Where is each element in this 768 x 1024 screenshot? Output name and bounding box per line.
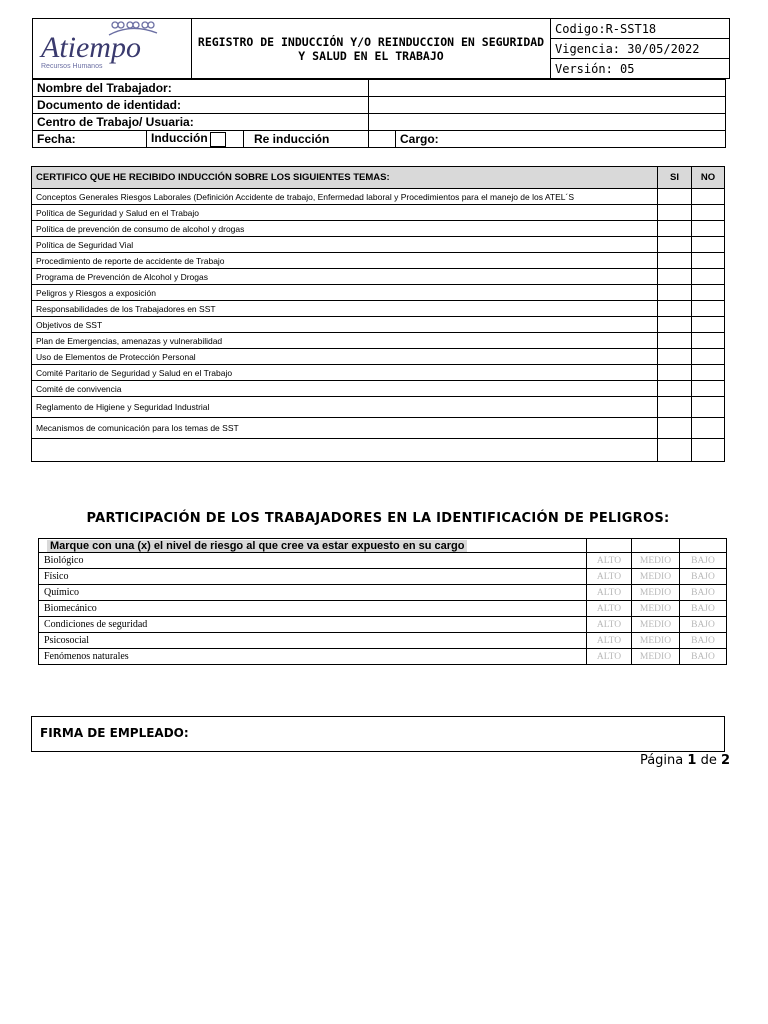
page-current: 1	[687, 753, 697, 768]
induction-checkbox[interactable]	[210, 132, 226, 147]
level-medium-option[interactable]: MEDIO	[632, 553, 680, 569]
logo-wordmark: Atiempo	[41, 31, 141, 64]
topic-yes-cell[interactable]	[658, 333, 692, 349]
topic-item: Reglamento de Higiene y Seguridad Industrial	[32, 397, 658, 418]
logo-cell	[33, 19, 192, 79]
participation-title: PARTICIPACIÓN DE LOS TRABAJADORES EN LA IDENTIFICACIÓN DE PELIGROS:	[86, 511, 670, 526]
topic-no-cell[interactable]	[692, 301, 725, 317]
logo-subtitle: Recursos Humanos	[41, 63, 103, 70]
page-separator: de	[700, 753, 717, 768]
level-high-option[interactable]: ALTO	[587, 633, 632, 649]
level-high-option[interactable]: ALTO	[587, 601, 632, 617]
topic-item: Uso de Elementos de Protección Personal	[32, 349, 658, 365]
topic-item: Comité de convivencia	[32, 381, 658, 397]
position-cell[interactable]	[396, 131, 726, 148]
topic-no-cell[interactable]	[692, 221, 725, 237]
level-medium-option[interactable]: MEDIO	[632, 569, 680, 585]
level-low-option[interactable]: BAJO	[680, 617, 727, 633]
topic-no-cell[interactable]	[692, 439, 725, 462]
document-code: Codigo:R-SST18	[551, 19, 730, 39]
risk-item: Biomecánico	[39, 601, 587, 617]
atiempo-logo	[33, 19, 189, 73]
document-title: REGISTRO DE INDUCCIÓN Y/O REINDUCCION EN SEGURIDAD Y SALUD EN EL TRABAJO	[192, 19, 551, 79]
topic-item: Programa de Prevención de Alcohol y Drogas	[32, 269, 658, 285]
topic-item: Peligros y Riesgos a exposición	[32, 285, 658, 301]
risk-instruction: Marque con una (x) el nivel de riesgo al que cree va estar expuesto en su cargo	[47, 540, 467, 552]
topic-item: Procedimiento de reporte de accidente de Trabajo	[32, 253, 658, 269]
page-total: 2	[720, 753, 730, 768]
topic-yes-cell[interactable]	[658, 365, 692, 381]
document-validity: Vigencia: 30/05/2022	[551, 39, 730, 59]
no-column-header: NO	[692, 167, 725, 189]
level-low-option[interactable]: BAJO	[680, 553, 727, 569]
topic-no-cell[interactable]	[692, 269, 725, 285]
topic-no-cell[interactable]	[692, 237, 725, 253]
topic-no-cell[interactable]	[692, 365, 725, 381]
topic-no-cell[interactable]	[692, 285, 725, 301]
topic-yes-cell[interactable]	[658, 301, 692, 317]
level-high-option[interactable]: ALTO	[587, 569, 632, 585]
topic-yes-cell[interactable]	[658, 439, 692, 462]
topic-yes-cell[interactable]	[658, 269, 692, 285]
topic-no-cell[interactable]	[692, 253, 725, 269]
level-medium-option[interactable]: MEDIO	[632, 617, 680, 633]
topic-item: Comité Paritario de Seguridad y Salud en el Trabajo	[32, 365, 658, 381]
topic-yes-cell[interactable]	[658, 285, 692, 301]
topic-no-cell[interactable]	[692, 397, 725, 418]
topic-yes-cell[interactable]	[658, 381, 692, 397]
topic-no-cell[interactable]	[692, 349, 725, 365]
topic-item: Conceptos Generales Riesgos Laborales (Definición Accidente de trabajo, Enfermedad laboral y Procedimientos para el manejo de los ATEL´S	[32, 189, 658, 205]
topic-item: Mecanismos de comunicación para los temas de SST	[32, 418, 658, 439]
topic-yes-cell[interactable]	[658, 189, 692, 205]
signature-box[interactable]	[31, 716, 725, 752]
level-low-option[interactable]: BAJO	[680, 649, 727, 665]
level-medium-option[interactable]: MEDIO	[632, 585, 680, 601]
worker-name-label: Nombre del Trabajador:	[33, 80, 369, 97]
topic-yes-cell[interactable]	[658, 253, 692, 269]
topic-no-cell[interactable]	[692, 189, 725, 205]
topics-table	[31, 166, 725, 462]
signature-label: FIRMA DE EMPLEADO:	[40, 726, 189, 740]
level-high-option[interactable]: ALTO	[587, 553, 632, 569]
topic-yes-cell[interactable]	[658, 317, 692, 333]
topic-no-cell[interactable]	[692, 333, 725, 349]
level-low-option[interactable]: BAJO	[680, 585, 727, 601]
document-header	[32, 18, 730, 79]
yes-column-header: SI	[658, 167, 692, 189]
topic-item: Objetivos de SST	[32, 317, 658, 333]
topic-item: Política de Seguridad y Salud en el Trabajo	[32, 205, 658, 221]
level-header-empty	[632, 539, 680, 553]
workplace-label: Centro de Trabajo/ Usuaria:	[33, 114, 369, 131]
level-medium-option[interactable]: MEDIO	[632, 633, 680, 649]
topic-item: Responsabilidades de los Trabajadores en SST	[32, 301, 658, 317]
level-high-option[interactable]: ALTO	[587, 617, 632, 633]
topic-no-cell[interactable]	[692, 381, 725, 397]
document-id-field[interactable]	[369, 97, 726, 114]
level-low-option[interactable]: BAJO	[680, 569, 727, 585]
reinduction-label: Re inducción	[254, 132, 330, 146]
risk-item: Condiciones de seguridad	[39, 617, 587, 633]
level-low-option[interactable]: BAJO	[680, 633, 727, 649]
risk-item: Biológico	[39, 553, 587, 569]
worker-info-table	[32, 79, 726, 148]
reinduction-option[interactable]	[244, 131, 369, 148]
topic-item: Política de prevención de consumo de alcohol y drogas	[32, 221, 658, 237]
induction-label: Inducción	[151, 131, 208, 146]
topics-header: CERTIFICO QUE HE RECIBIDO INDUCCIÓN SOBRE LOS SIGUIENTES TEMAS:	[32, 167, 658, 189]
induction-option[interactable]	[147, 131, 244, 148]
level-medium-option[interactable]: MEDIO	[632, 601, 680, 617]
page-indicator	[640, 753, 730, 768]
level-high-option[interactable]: ALTO	[587, 585, 632, 601]
level-low-option[interactable]: BAJO	[680, 601, 727, 617]
level-medium-option[interactable]: MEDIO	[632, 649, 680, 665]
topic-yes-cell[interactable]	[658, 221, 692, 237]
document-id-label: Documento de identidad:	[33, 97, 369, 114]
risk-item: Químico	[39, 585, 587, 601]
document-version: Versión: 05	[551, 59, 730, 79]
position-label: Cargo:	[400, 132, 439, 146]
topic-yes-cell[interactable]	[658, 397, 692, 418]
topic-no-cell[interactable]	[692, 205, 725, 221]
risk-instruction-cell	[39, 539, 587, 553]
workplace-field[interactable]	[369, 114, 726, 131]
topic-yes-cell[interactable]	[658, 418, 692, 439]
level-header-empty	[680, 539, 727, 553]
topic-blank-row[interactable]	[32, 439, 658, 462]
topic-yes-cell[interactable]	[658, 205, 692, 221]
risk-table	[38, 538, 727, 665]
date-label: Fecha:	[33, 131, 147, 148]
topic-no-cell[interactable]	[692, 418, 725, 439]
topic-item: Política de Seguridad Vial	[32, 237, 658, 253]
topic-yes-cell[interactable]	[658, 349, 692, 365]
topic-yes-cell[interactable]	[658, 237, 692, 253]
risk-item: Psicosocial	[39, 633, 587, 649]
topic-no-cell[interactable]	[692, 317, 725, 333]
reinduction-checkbox[interactable]	[369, 131, 396, 148]
level-high-option[interactable]: ALTO	[587, 649, 632, 665]
page-prefix: Página	[639, 753, 684, 768]
level-header-empty	[587, 539, 632, 553]
risk-item: Fenómenos naturales	[39, 649, 587, 665]
risk-item: Físico	[39, 569, 587, 585]
worker-name-field[interactable]	[369, 80, 726, 97]
topic-item: Plan de Emergencias, amenazas y vulnerabilidad	[32, 333, 658, 349]
